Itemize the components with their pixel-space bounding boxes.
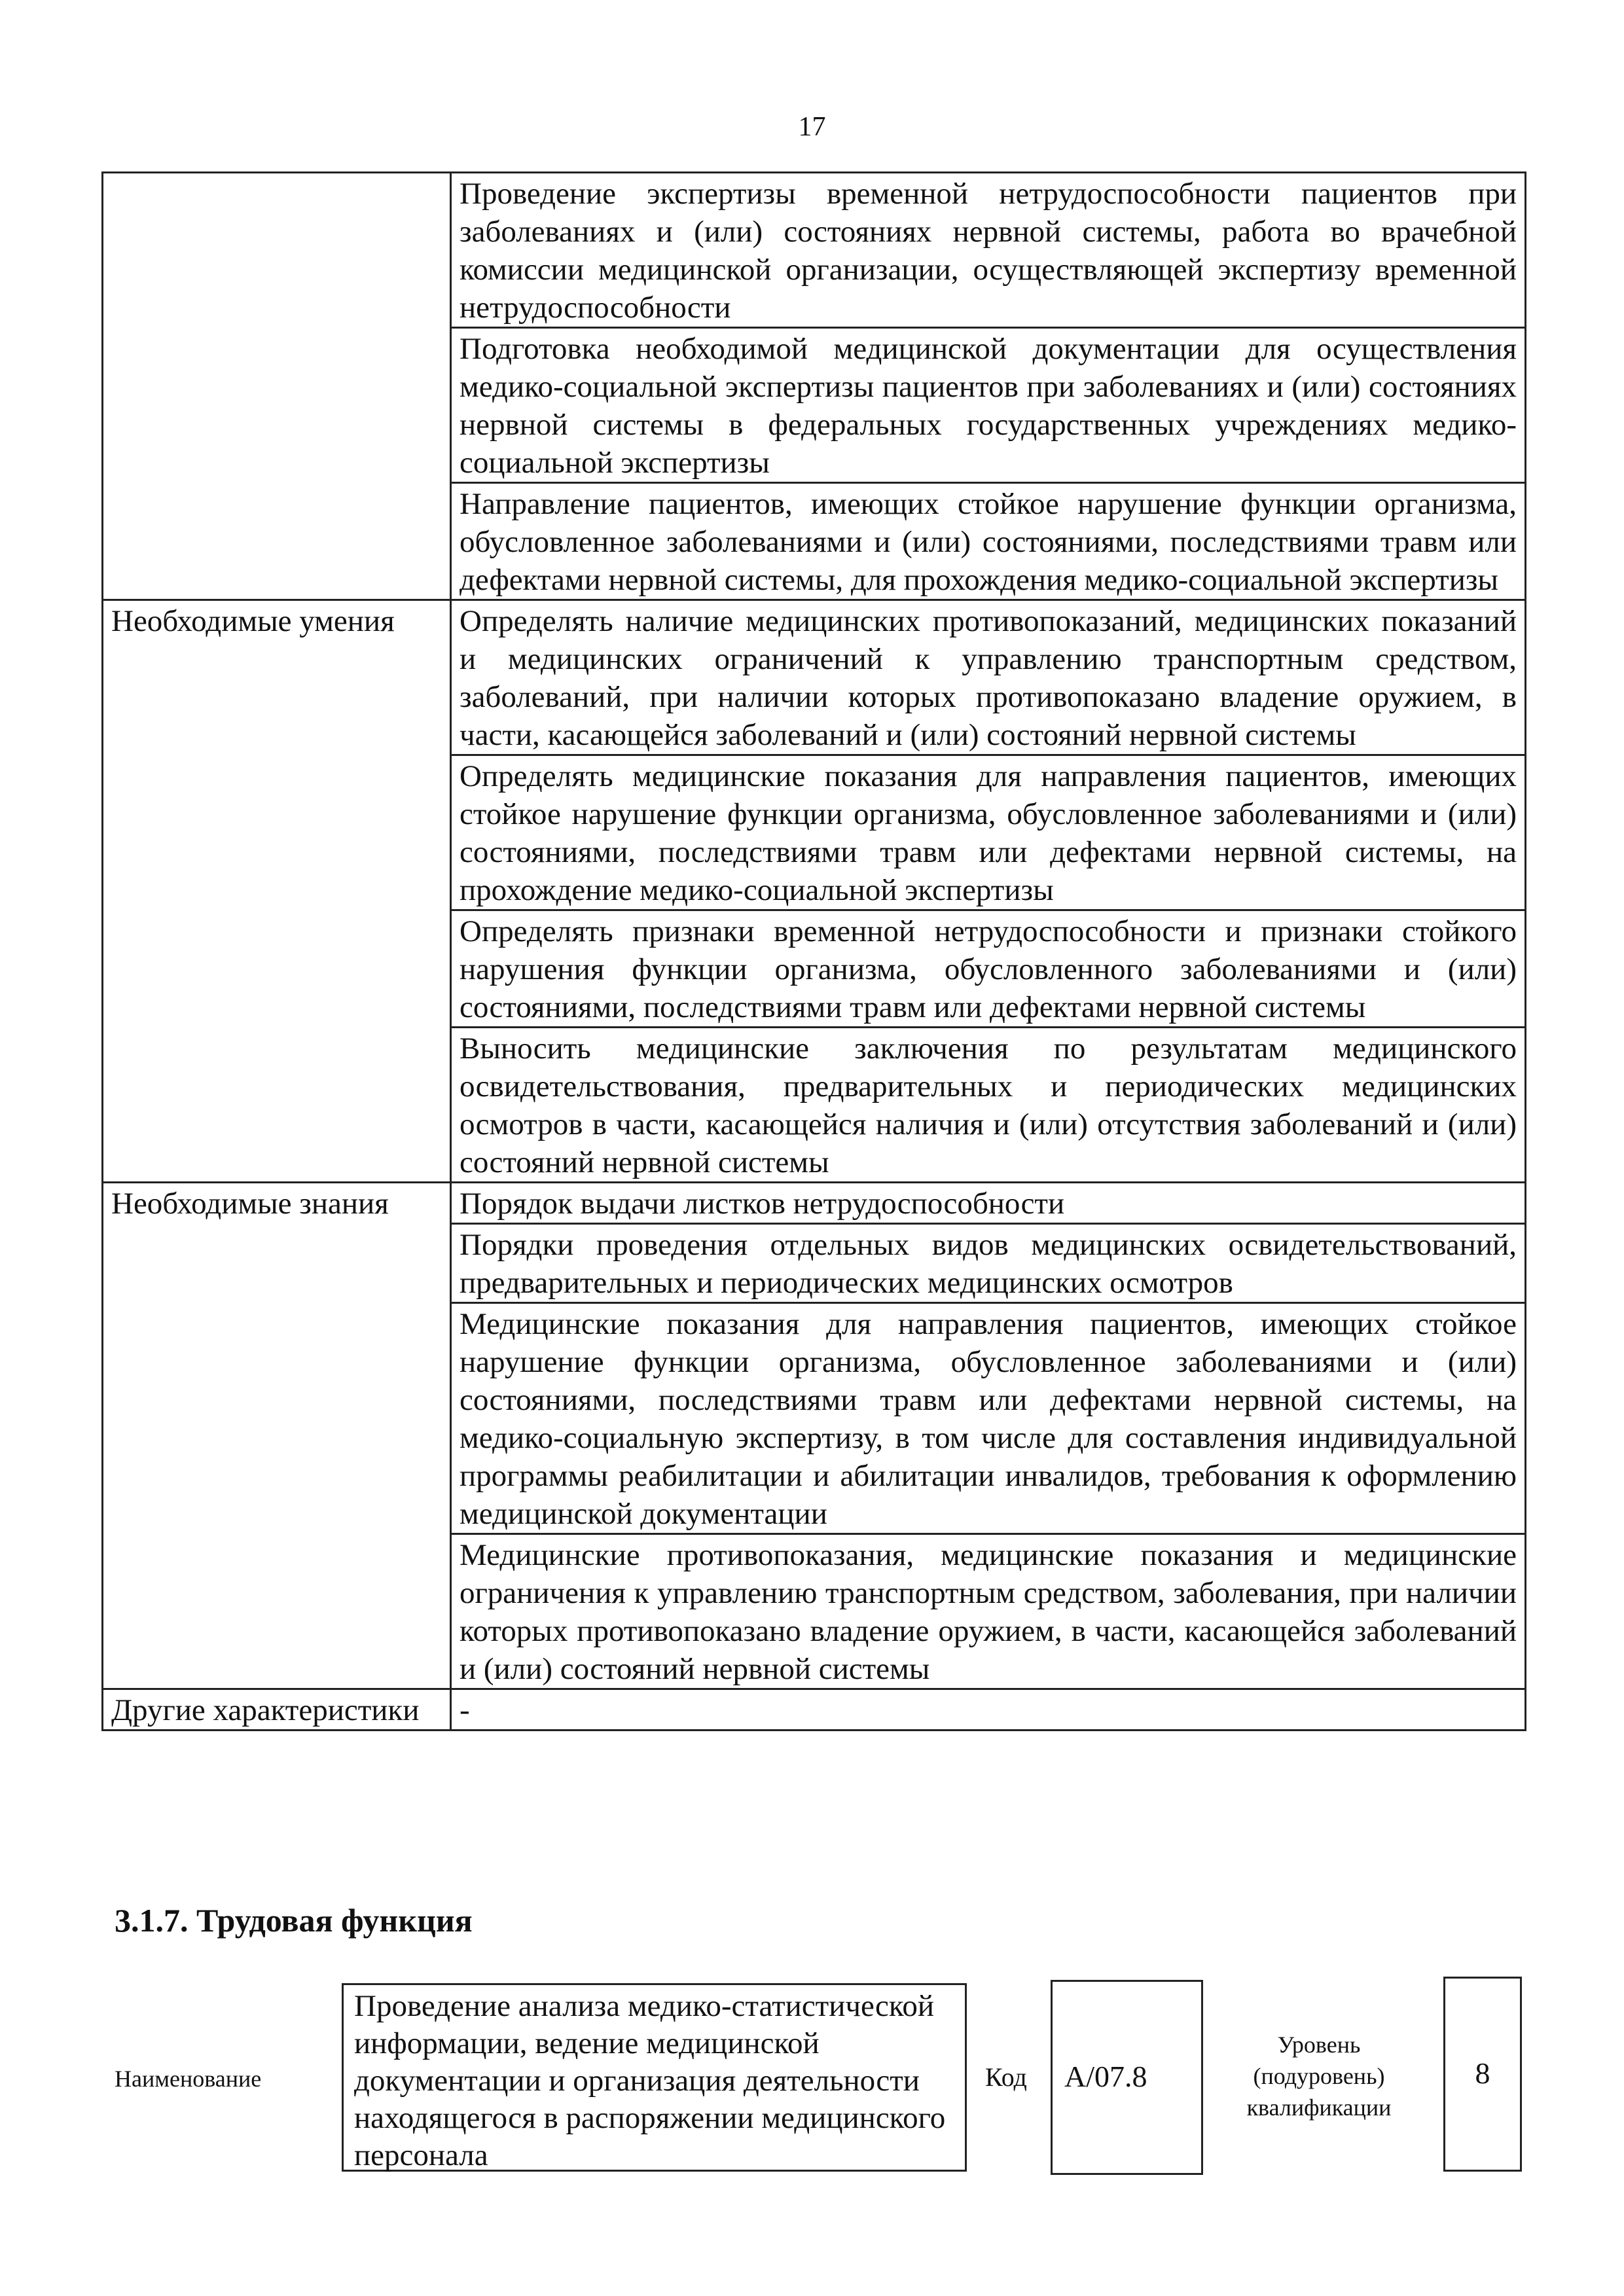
table-row [103,1183,1526,1224]
function-name-box: Проведение анализа медико-статистической информации, ведение медицинской документации и организация деятельности находящегося в распоряжении медицинского персонала [342,1983,967,2172]
table-cell: - [451,1689,1526,1731]
row-group-label [103,173,451,600]
labor-function-table [101,171,1526,1731]
code-label: Код [985,2062,1027,2092]
table-cell: Медицинские показания для направления пациентов, имеющих стойкое нарушение функции организма, обусловленное заболеваниями и (или) состояниями, последствиями травм или дефектами нервной системы, на медико-социальную экспертизу, в том числе для составления индивидуальной программы реабилитации и абилитации инвалидов, требования к оформлению медицинской документации [451,1303,1526,1534]
table-cell: Порядок выдачи листков нетрудоспособности [451,1183,1526,1224]
table-cell: Выносить медицинские заключения по результатам медицинского освидетельствования, предварительных и периодических медицинских осмотров в части, касающейся наличия и (или) отсутствия заболеваний и (или) состояний нервной системы [451,1028,1526,1183]
table-cell: Подготовка необходимой медицинской документации для осуществления медико-социальной экспертизы пациентов при заболеваниях и (или) состояниях нервной системы в федеральных государственных учреждениях медико-социальной экспертизы [451,328,1526,483]
table-row [103,1689,1526,1731]
table-cell: Медицинские противопоказания, медицинские показания и медицинские ограничения к управлению транспортным средством, заболевания, при наличии которых противопоказано владение оружием, в части, касающейся заболеваний и (или) состояний нервной системы [451,1534,1526,1689]
table-cell: Порядки проведения отдельных видов медицинских освидетельствований, предварительных и периодических медицинских осмотров [451,1224,1526,1303]
level-label: Уровень (подуровень) квалификации [1246,2032,1392,2121]
table-cell: Направление пациентов, имеющих стойкое нарушение функции организма, обусловленное заболеваниями и (или) состояниями, последствиями травм или дефектами нервной системы, для прохождения медико-социальной экспертизы [451,483,1526,600]
row-group-label: Необходимые умения [103,600,451,1183]
level-box: 8 [1443,1977,1522,2172]
table-cell: Определять наличие медицинских противопоказаний, медицинских показаний и медицинских ограничений к управлению транспортным средством, заболеваний, при наличии которых противопоказано владение оружием, в части, касающейся заболеваний и (или) состояний нервной системы [451,600,1526,755]
table-cell: Определять признаки временной нетрудоспособности и признаки стойкого нарушения функции организма, обусловленного заболеваниями и (или) состояниями, последствиями травм или дефектами нервной системы [451,910,1526,1028]
row-group-label: Другие характеристики [103,1689,451,1731]
table-cell: Проведение экспертизы временной нетрудоспособности пациентов при заболеваниях и (или) состояниях нервной системы, работа во врачебной комиссии медицинской организации, осуществляющей экспертизу временной нетрудоспособности [451,173,1526,328]
row-group-label: Необходимые знания [103,1183,451,1689]
table-body [103,173,1526,1731]
name-label: Наименование [115,2066,262,2092]
code-box: A/07.8 [1051,1980,1203,2175]
table-cell: Определять медицинские показания для направления пациентов, имеющих стойкое нарушение функции организма, обусловленное заболеваниями и (или) состояниями, последствиями травм или дефектами нервной системы, на прохождение медико-социальной экспертизы [451,755,1526,910]
section-title: 3.1.7. Трудовая функция [115,1902,473,1939]
table-row [103,600,1526,755]
page-number: 17 [798,112,826,142]
table-row [103,173,1526,328]
